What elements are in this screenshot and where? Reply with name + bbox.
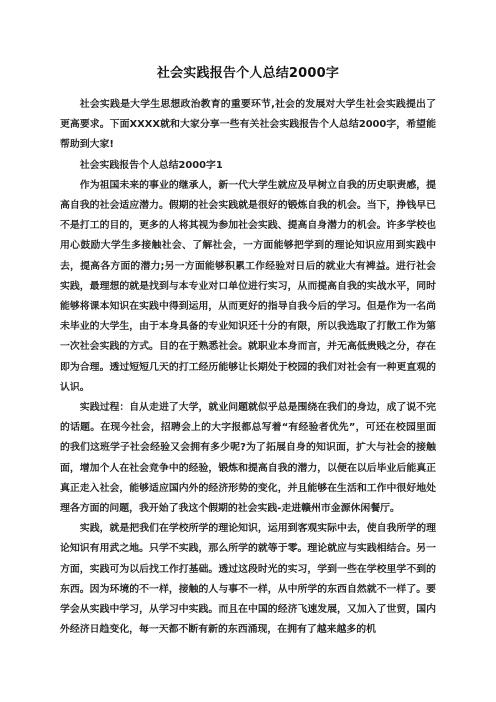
body-paragraph: 实践过程：自从走进了大学，就业问题就似乎总是围绕在我们的身边，成了说不完的话题。在现今社会，招聘会上的大字报都总写着“有经验者优先”，可还在校园里面的我们这班学子社会经验又会拥有多少呢?为了拓展自身的知识面，扩大与社会的接触面，增加个人在社会竞争中的经验，锻炼和提高自我的潜力，以便在以后毕业后能真正真正走入社会，能够适应国内外的经济形势的变化，并且能够在生活和工作中很好地处理各方面的问题，我开始了我这个假期的社会实践-走进赣州市金源休闲餐厅。: [60, 402, 436, 515]
document-title: 社会实践报告个人总结2000字: [156, 66, 340, 81]
document-body: [60, 95, 436, 640]
intro-paragraph: 社会实践是大学生思想政治教育的重要环节,社会的发展对大学生社会实践提出了更高要求。下面XXXX就和大家分享一些有关社会实践报告个人总结2000字，希望能帮助到大家!: [60, 99, 436, 151]
body-paragraph: 作为祖国未来的事业的继承人，新一代大学生就应及早树立自我的历史职责感，提高自我的社会适应潜力。假期的社会实践就是很好的锻炼自我的机会。当下，挣钱早已不是打工的目的，更多的人将其视为参加社会实践、提高自身潜力的机会。许多学校也用心鼓励大学生多接触社会、了解社会，一方面能够把学到的理论知识应用到实践中去，提高各方面的潜力;另一方面能够积累工作经验对日后的就业大有裨益。进行社会实践，最理想的就是找到与本专业对口单位进行实习，从而提高自我的实战水平，同时能够将课本知识在实践中得到运用，从而更好的指导自我今后的学习。但是作为一名尚未毕业的大学生，由于本身具备的专业知识还十分的有限，所以我选取了打散工作为第一次社会实践的方式。目的在于熟悉社会。就职业本身而言，并无高低贵贱之分，存在即为合理。透过短短几天的打工经历能够让长期处于校园的我们对社会有一种更直观的认识。: [60, 179, 436, 393]
body-paragraph: 实践，就是把我们在学校所学的理论知识，运用到客观实际中去，使自我所学的理论知识有用武之地。只学不实践，那么所学的就等于零。理论就应与实践相结合。另一方面，实践可为以后找工作打基础。透过这段时光的实习，学到一些在学校里学不到的东西。因为环境的不一样，接触的人与事不一样，从中所学的东西自然就不一样了。要学会从实践中学习，从学习中实践。而且在中国的经济飞速发展，又加入了世贸，国内外经济日趋变化，每一天都不断有新的东西涌现，在拥有了越来越多的机: [60, 523, 436, 636]
section-heading: 社会实践报告个人总结2000字1: [79, 159, 223, 171]
